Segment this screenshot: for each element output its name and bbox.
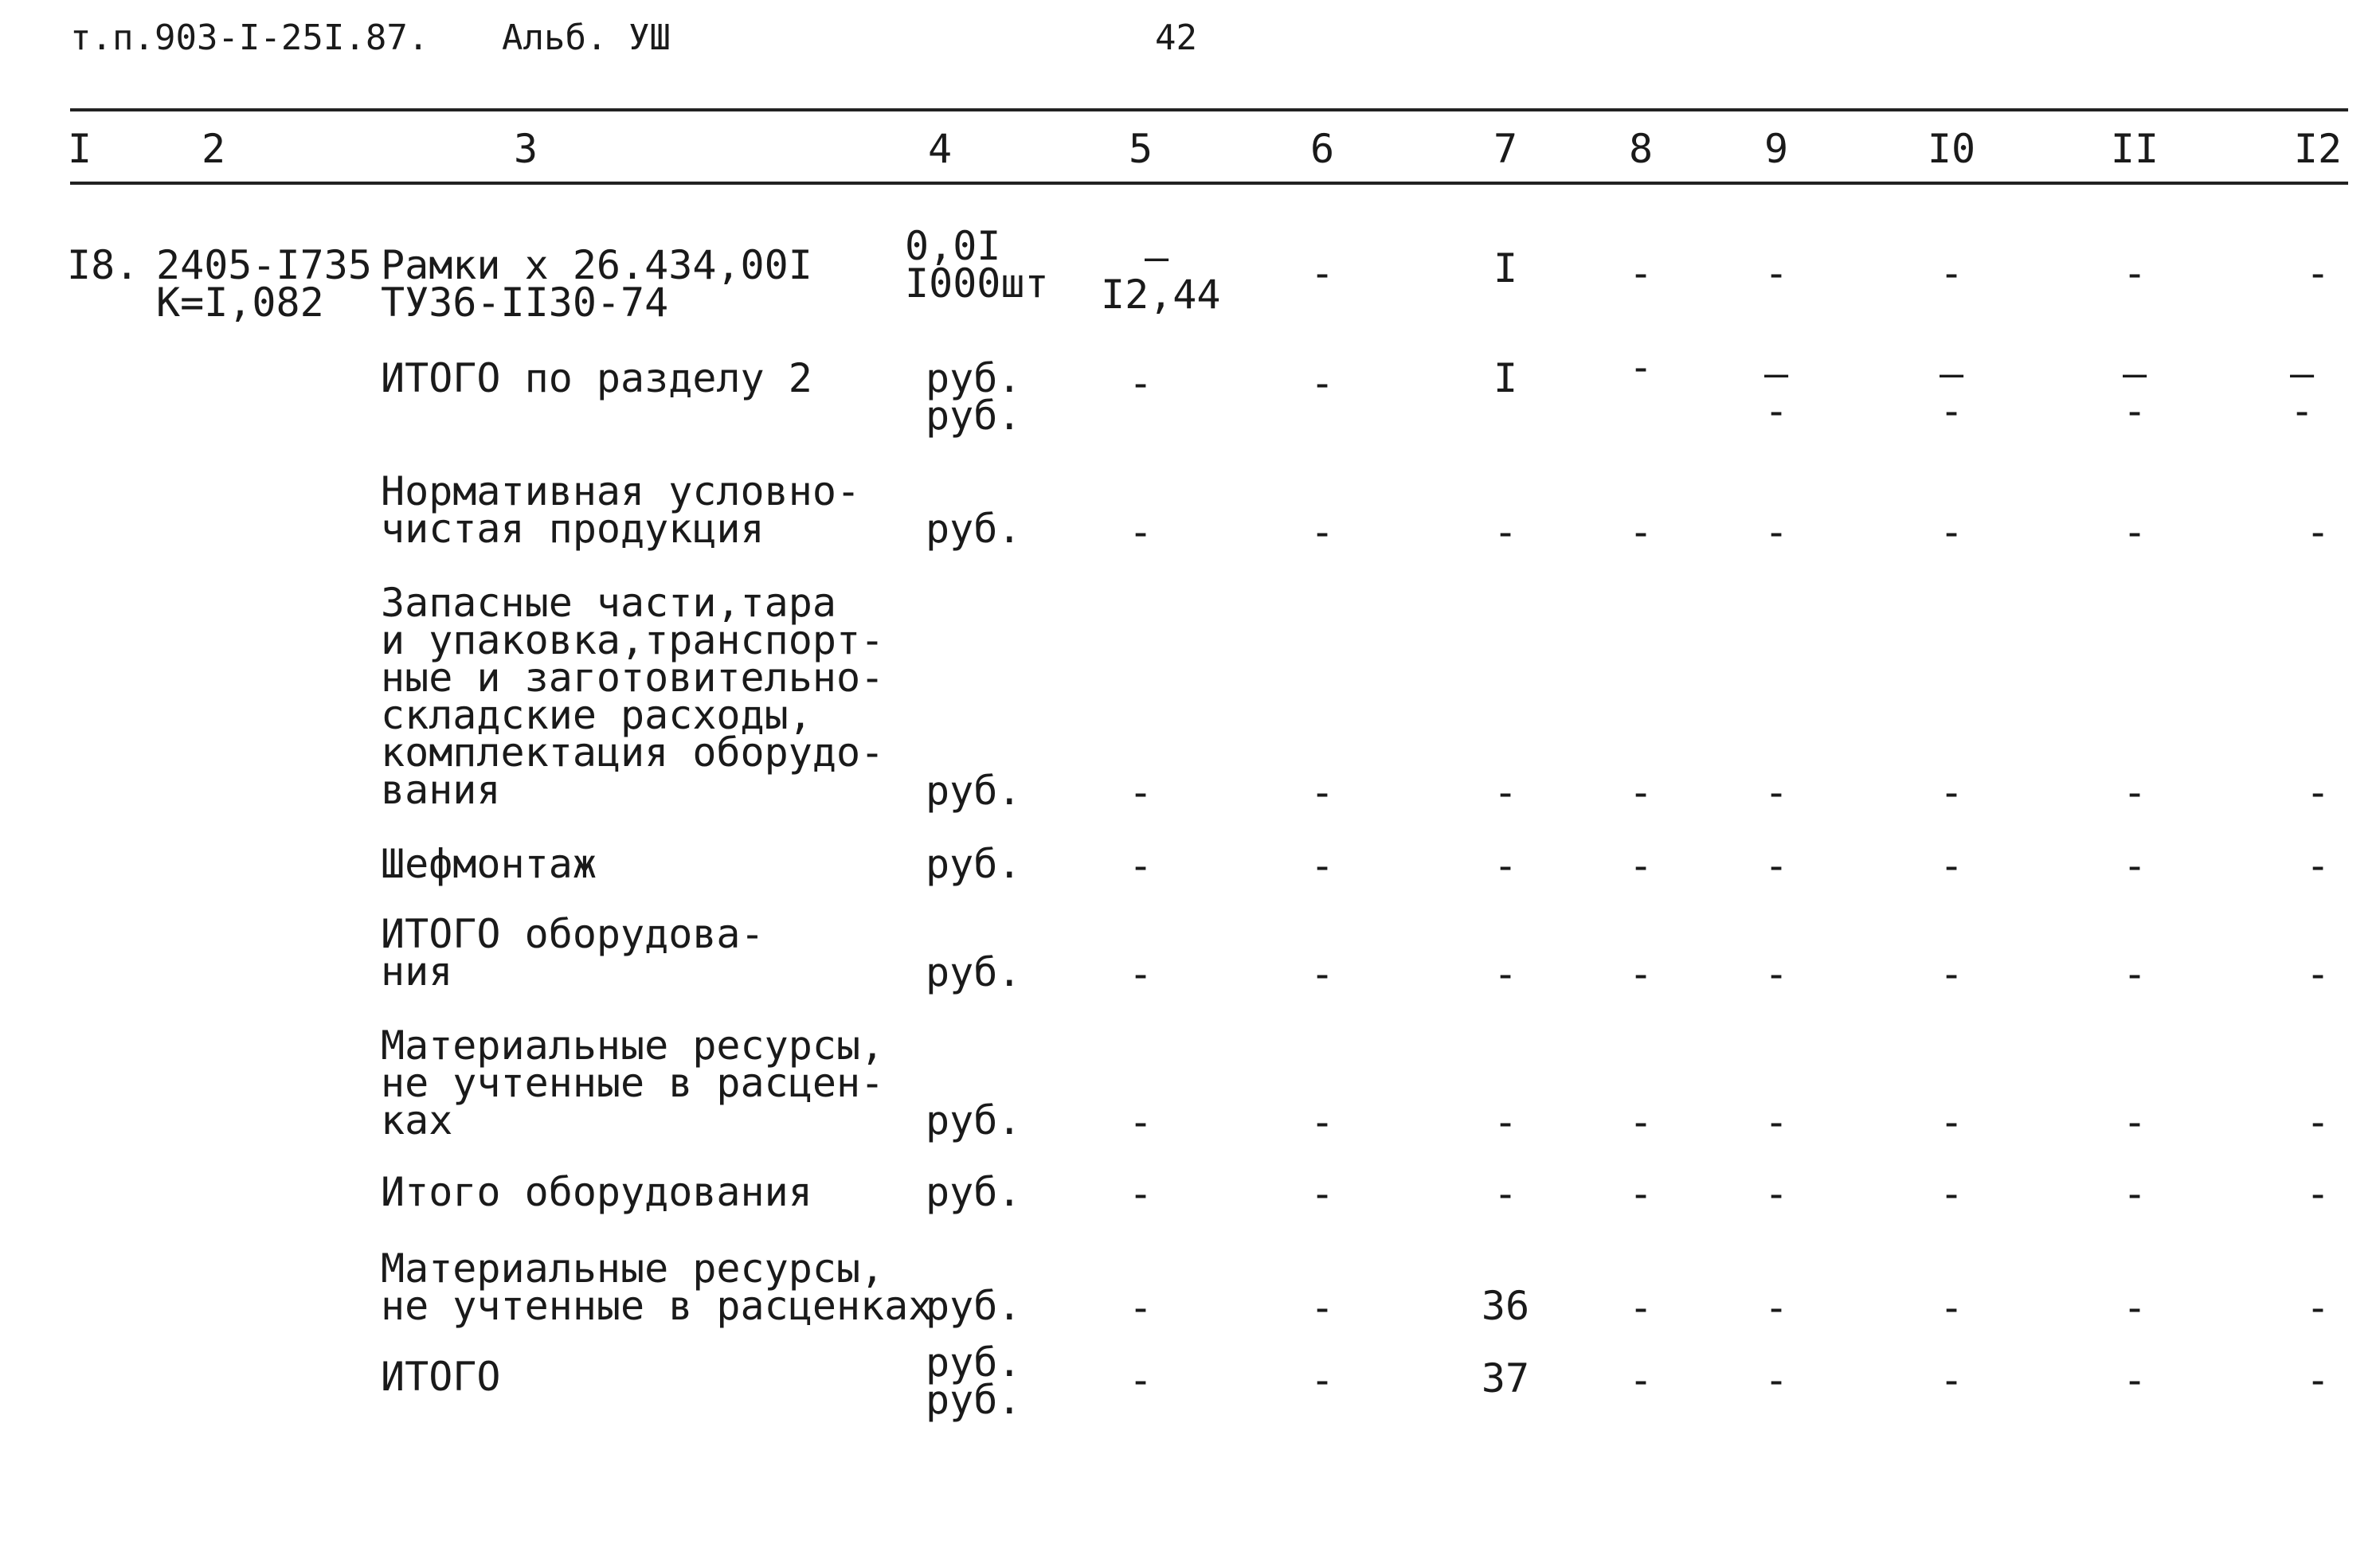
row-col8: - — [1628, 250, 1654, 296]
row-col6: - — [1309, 1099, 1335, 1145]
row-col10: - — [1939, 250, 1964, 296]
row-col11: - — [2122, 842, 2147, 889]
row-col11: - — [2122, 769, 2147, 815]
document-reference: т.п.903-I-25I.87. — [70, 18, 429, 58]
row-col6: - — [1309, 1284, 1335, 1331]
row-code: 2405-I735 К=I,082 — [156, 242, 372, 326]
row-name: Итого оборудования — [381, 1169, 812, 1215]
row-col6: - — [1309, 1357, 1335, 1403]
row-col11: - — [2122, 250, 2147, 296]
row-col8: - — [1628, 509, 1654, 555]
row-col12: - — [2305, 250, 2331, 296]
row-col7: - — [1493, 509, 1518, 555]
album-label: Альб. УШ — [502, 18, 671, 58]
row-col5: - — [1128, 1099, 1153, 1145]
row-col8: - — [1628, 1284, 1654, 1331]
col-num-12: I2 — [2293, 126, 2343, 172]
row-col12: – - — [2289, 350, 2315, 434]
row-col6: - — [1309, 360, 1335, 406]
row-name: ИТОГО — [381, 1354, 501, 1400]
row-col10: - — [1939, 842, 1964, 889]
row-col11: - — [2122, 1099, 2147, 1145]
row-col12: - — [2305, 509, 2331, 555]
row-col11: - — [2122, 1284, 2147, 1331]
row-col8: - — [1628, 951, 1654, 997]
row-col10: - — [1939, 1099, 1964, 1145]
row-col7: - — [1493, 769, 1518, 815]
row-col12: - — [2305, 1284, 2331, 1331]
row-col11: – - — [2122, 350, 2147, 434]
row-col10: - — [1939, 951, 1964, 997]
row-col9: - — [1763, 250, 1789, 296]
row-col10: - — [1939, 769, 1964, 815]
col-num-6: 6 — [1309, 126, 1335, 172]
row-col8: - — [1628, 1357, 1654, 1403]
row-col5: - — [1128, 1171, 1153, 1217]
row-name: Материальные ресурсы, не учтенные в расценках — [381, 1245, 933, 1329]
row-unit: руб. — [926, 841, 1022, 887]
col-num-5: 5 — [1128, 126, 1153, 172]
col-num-9: 9 — [1763, 126, 1789, 172]
row-col9: - — [1763, 1357, 1789, 1403]
col-num-4: 4 — [927, 126, 953, 172]
col-num-1: I — [67, 126, 92, 172]
row-unit: руб. — [926, 1097, 1022, 1143]
row-col11: - — [2122, 951, 2147, 997]
row-col10: – - — [1939, 350, 1964, 434]
row-col5: - — [1128, 360, 1153, 406]
row-col6: - — [1309, 842, 1335, 889]
row-unit: руб. руб. — [926, 355, 1022, 439]
row-col9: - — [1763, 842, 1789, 889]
row-col9: - — [1763, 1171, 1789, 1217]
row-col9: - — [1763, 769, 1789, 815]
col-num-10: I0 — [1927, 126, 1976, 172]
header-rule — [70, 182, 2348, 185]
row-col9: - — [1763, 1284, 1789, 1331]
row-col5: - — [1128, 1357, 1153, 1403]
row-name: Нормативная условно- чистая продукция — [381, 468, 861, 552]
row-col6: - — [1309, 1171, 1335, 1217]
row-col10: - — [1939, 1171, 1964, 1217]
row-col9: - — [1763, 509, 1789, 555]
row-col8: - — [1628, 769, 1654, 815]
row-name: Рамки х 26.434,00I ТУ36-II30-74 — [381, 242, 812, 326]
row-name: Материальные ресурсы, не учтенные в расцен- ках — [381, 1022, 885, 1143]
row-col9: - — [1763, 1099, 1789, 1145]
row-col9: – - — [1763, 350, 1789, 434]
row-col6: - — [1309, 769, 1335, 815]
row-col6: - — [1309, 509, 1335, 555]
row-unit: руб. — [926, 768, 1022, 814]
row-col11: - — [2122, 1357, 2147, 1403]
row-name: ИТОГО оборудова- ния — [381, 911, 765, 995]
row-col12: - — [2305, 769, 2331, 815]
row-unit: руб. руб. — [926, 1339, 1022, 1423]
row-col10: - — [1939, 509, 1964, 555]
row-col7: I — [1493, 355, 1518, 401]
row-unit: руб. — [926, 1169, 1022, 1215]
row-name: ИТОГО по разделу 2 — [381, 355, 812, 401]
row-col7: - — [1493, 842, 1518, 889]
row-unit: руб. — [926, 506, 1022, 552]
col-num-8: 8 — [1628, 126, 1654, 172]
row-col11: - — [2122, 1171, 2147, 1217]
row-col7: - — [1493, 1099, 1518, 1145]
row-col12: - — [2305, 842, 2331, 889]
row-col5: - — [1128, 769, 1153, 815]
row-col6: - — [1309, 250, 1335, 296]
row-unit: руб. — [926, 949, 1022, 995]
row-col8: - — [1628, 1099, 1654, 1145]
row-col11: - — [2122, 509, 2147, 555]
row-col7: - — [1493, 951, 1518, 997]
col-num-3: 3 — [513, 126, 538, 172]
row-number: I8. — [67, 242, 139, 288]
row-col5: - — [1128, 951, 1153, 997]
row-col10: - — [1939, 1284, 1964, 1331]
row-col7: 37 — [1481, 1355, 1530, 1401]
row-col10: - — [1939, 1357, 1964, 1403]
page-number: 42 — [1155, 18, 1197, 58]
row-unit: руб. — [926, 1283, 1022, 1329]
row-name: Запасные части,тара и упаковка,транспорт- ные и заготовительно- складские расходы, комплектация оборудо- вания — [381, 580, 885, 813]
row-col7: 36 — [1481, 1283, 1530, 1329]
top-rule — [70, 108, 2348, 111]
row-col12: - — [2305, 951, 2331, 997]
col-num-2: 2 — [201, 126, 226, 172]
col-num-11: II — [2110, 126, 2159, 172]
row-col5: - — [1128, 509, 1153, 555]
row-name: Шефмонтаж — [381, 841, 597, 887]
row-col5: - — [1128, 842, 1153, 889]
row-col12: - — [2305, 1357, 2331, 1403]
row-col7: - — [1493, 1171, 1518, 1217]
row-unit: 0,0I I000шт — [905, 223, 1049, 307]
row-col8: - — [1628, 1171, 1654, 1217]
col-num-7: 7 — [1493, 126, 1518, 172]
row-col5: - — [1128, 1284, 1153, 1331]
row-col5: – I2,44 — [1101, 234, 1221, 318]
row-col8: - — [1628, 842, 1654, 889]
row-col7: I — [1493, 245, 1518, 291]
row-col6: - — [1309, 951, 1335, 997]
row-col8: - — [1628, 344, 1654, 390]
row-col12: - — [2305, 1171, 2331, 1217]
row-col9: - — [1763, 951, 1789, 997]
row-col12: - — [2305, 1099, 2331, 1145]
